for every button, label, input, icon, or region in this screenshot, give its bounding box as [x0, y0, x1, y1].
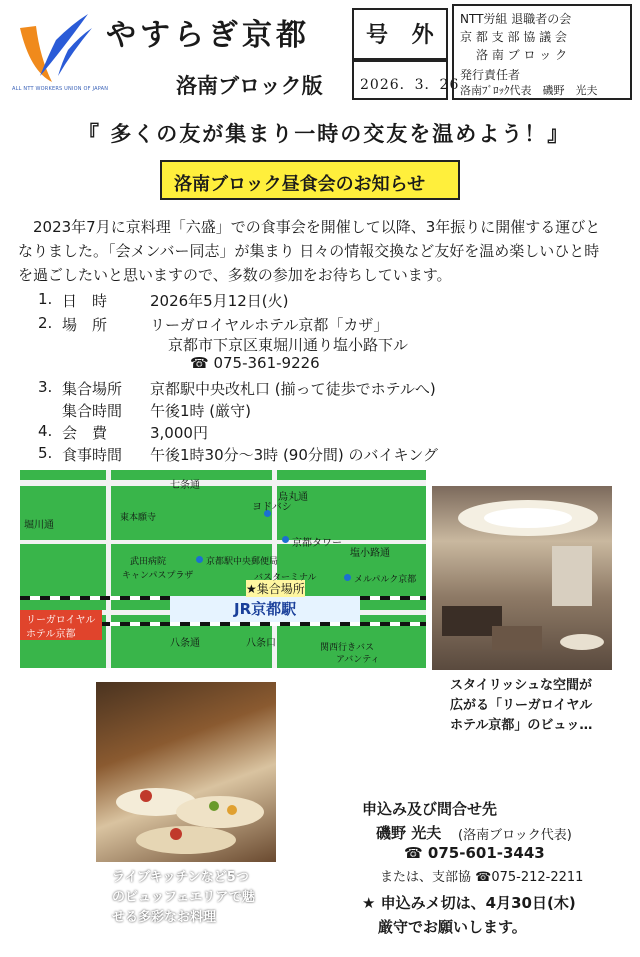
item-3-number: 3. [38, 378, 53, 396]
hotel-label-2: ホテル京都 [26, 629, 76, 640]
map-label-hachijo-dori: 八条通 [170, 638, 200, 649]
publisher-name: 洛南ﾌﾞﾛｯｸ代表 磯野 光夫 [460, 84, 598, 97]
item-1-value: 2026年5月12日(火) [150, 292, 289, 310]
item-5-number: 5. [38, 444, 53, 462]
hotel-caption-3: ホテル京都」のビュッ… [450, 718, 593, 733]
food-caption-3: せる多彩なお料理 [112, 910, 217, 925]
food-caption-2: のビュッフェエリアで魅 [112, 890, 255, 905]
meeting-point-label: ★集合場所 [246, 582, 305, 596]
map-label-takeda: 武田病院 [130, 557, 167, 567]
map-label-campus: キャンパスプラザ [122, 571, 194, 581]
contact-role: (洛南ブロック代表) [458, 828, 572, 843]
item-3-value: 京都駅中央改札口 (揃って徒歩でホテルへ) [150, 380, 436, 398]
item-4-value: 3,000円 [150, 424, 208, 442]
map-label-kansai-bus: 関西行きバス [320, 643, 375, 653]
edition-label: 洛南ブロック版 [176, 74, 323, 98]
map-label-shiokoji: 塩小路通 [350, 548, 390, 559]
deadline-line-2: 厳守でお願いします。 [378, 918, 527, 936]
contact-alt: または、支部協 ☎075-212-2211 [380, 870, 584, 885]
map-dot-melparque [344, 574, 351, 581]
map-label-higashi-honganji: 東本願寺 [120, 513, 157, 523]
hotel-lounge-photo [432, 486, 612, 670]
issue-date: 2026．3．26 [360, 77, 460, 93]
item-1-number: 1. [38, 290, 53, 308]
map-label-tower: 京都タワー [292, 538, 342, 549]
item-3b-value: 午後1時 (厳守) [150, 402, 252, 420]
map-label-yodobashi: ヨドバシ [252, 502, 292, 513]
contact-title: 申込み及び問合せ先 [362, 800, 498, 818]
map-label-avanti: アバンティ [336, 655, 380, 665]
map-label-hachijo-guchi: 八条口 [246, 638, 276, 649]
item-2-label: 場 所 [62, 316, 108, 334]
notice-title: 洛南ブロック昼食会のお知らせ [174, 174, 426, 195]
item-3b-label: 集合時間 [62, 402, 123, 420]
map-dot-post [196, 556, 203, 563]
venue-phone: ☎ 075-361-9226 [190, 354, 320, 372]
publisher-label: 発行責任者 [460, 68, 521, 82]
map-label-melparque: メルパルク京都 [354, 575, 417, 585]
station-label: JR京都駅 [234, 600, 297, 618]
item-2-number: 2. [38, 314, 53, 332]
org-line-3: 洛 南 ブ ロ ッ ク [476, 48, 568, 62]
map-label-horikawa: 堀川通 [24, 520, 54, 531]
intro-line-3: を過ごしたいと思いますので、多数の参加をお待ちしています。 [18, 266, 452, 284]
extra-edition-label: 号 外 [366, 23, 442, 48]
intro-line-1: 2023年7月に京料理「六盛」での食事会を開催して以降、3年振りに開催する運びと [18, 218, 601, 236]
newsletter-title: やすらぎ京都 [106, 18, 310, 53]
venue-address: 京都市下京区東堀川通り塩小路下ル [168, 336, 409, 354]
hotel-caption-1: スタイリッシュな空間が [450, 678, 592, 693]
map-label-karasuma: 烏丸通 [278, 492, 308, 503]
item-3-label: 集合場所 [62, 380, 123, 398]
road-horikawa [106, 470, 111, 668]
map-label-bus: バスターミナル [254, 573, 317, 583]
road-shichijo [20, 480, 426, 486]
item-1-label: 日 時 [62, 292, 108, 310]
item-4-label: 会 費 [62, 424, 108, 442]
slogan: 『 多くの友が集まり一時の交友を温めよう！』 [78, 121, 571, 146]
contact-phone: ☎ 075-601-3443 [404, 844, 545, 862]
item-4-number: 4. [38, 422, 53, 440]
hotel-caption-2: 広がる「リーガロイヤル [450, 698, 593, 713]
food-caption-1: ライブキッチンなど5つ [112, 870, 249, 885]
item-2-value: リーガロイヤルホテル京都「カザ」 [150, 316, 389, 334]
map-label-post: 京都駅中央郵便局 [206, 557, 279, 567]
map-label-shichijo: 七条通 [170, 480, 200, 491]
map-dot-tower [282, 536, 289, 543]
intro-line-2: なりました。「会メンバー同志」が集まり 日々の情報交換など友好を温め楽しいひと時 [18, 242, 600, 260]
deadline-line-1: ★ 申込みメ切は、4月30日(木) [362, 894, 576, 912]
item-5-label: 食事時間 [62, 446, 123, 464]
item-5-value: 午後1時30分～3時 (90分間) のバイキング [150, 446, 439, 464]
contact-name: 磯野 光夫 [376, 824, 442, 842]
org-line-1: NTT労組 退職者の会 [460, 12, 572, 26]
buffet-food-photo [96, 682, 276, 862]
org-line-2: 京 都 支 部 協 議 会 [460, 30, 567, 44]
hotel-label-1: リーガロイヤル [26, 615, 96, 626]
logo-caption: ALL NTT WORKERS UNION OF JAPAN [12, 86, 109, 92]
union-logo [10, 6, 98, 90]
access-map [20, 470, 426, 668]
